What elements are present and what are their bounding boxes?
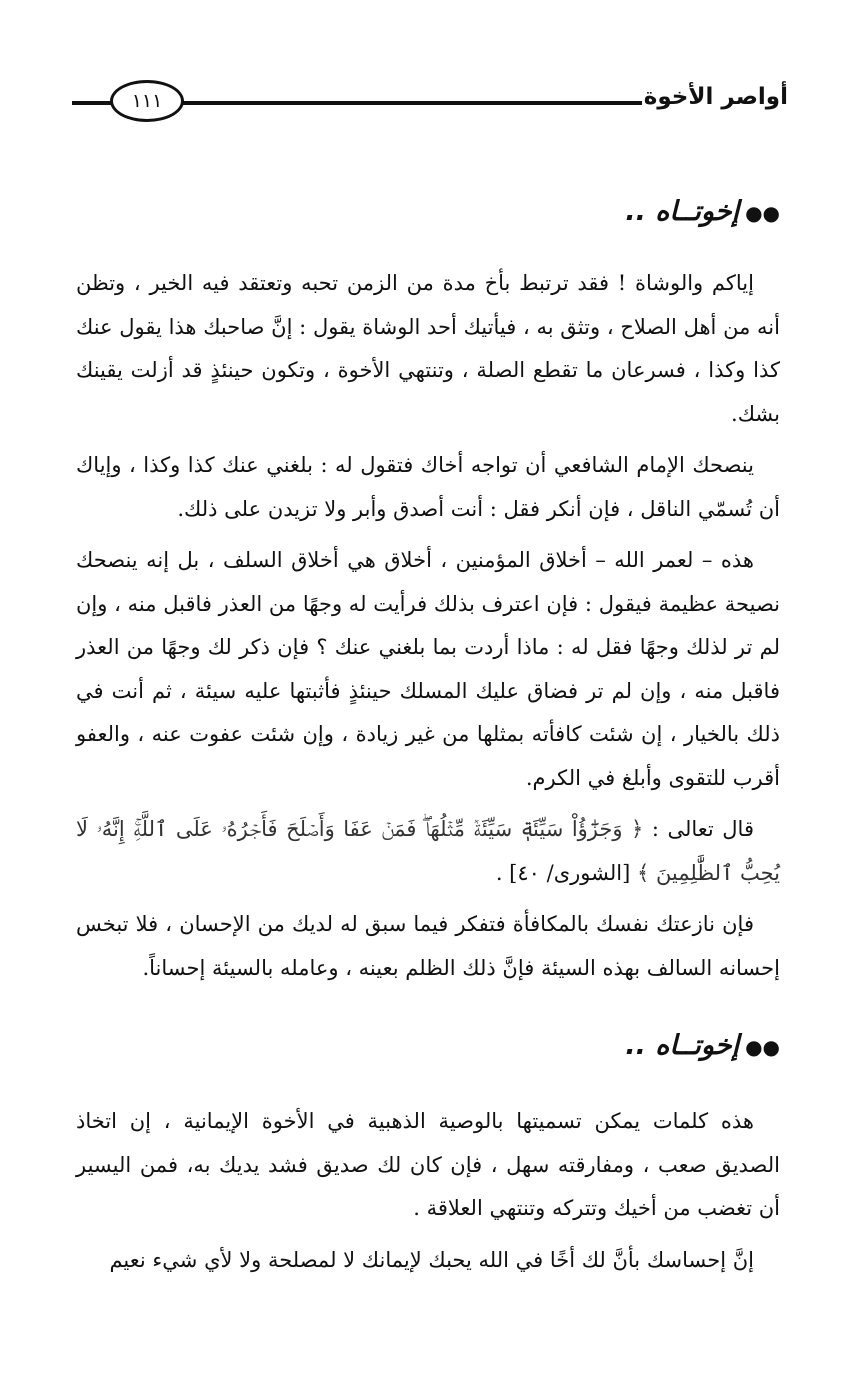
bullet-dots-icon: ●● [745,1035,780,1059]
page-body [76,188,780,1282]
bullet-dots-icon: ●● [745,201,780,225]
verse-reference: [الشورى/ ٤٠] . [495,860,631,885]
header-rule-end [72,101,112,105]
section-heading-1 [76,188,780,236]
paragraph: ينصحك الإمام الشافعي أن تواجه أخاك فتقول له : بلغني عنك كذا وكذا ، وإياك أن تُسمّي الناقل ، فإن أنكر فقل : أنت أصدق وأبر ولا تزيدن على ذلك. [76,453,780,521]
section-heading-2 [76,1022,780,1070]
section-heading-text: إخوتــاه .. [625,1030,740,1061]
header-rule [180,101,642,105]
book-title: أواصر الأخوة [643,84,788,110]
paragraph: إنَّ إحساسك بأنَّ لك أخًا في الله يحبك لإيمانك لا لمصلحة ولا لأي شيء نعيم [109,1247,754,1272]
section-heading-text: إخوتــاه .. [625,196,740,227]
page-number: ١١١ [110,80,184,122]
quran-verse: ﴿ وَجَزَٰٓؤُاْ سَيِّئَةٖ سَيِّئَةٞ مِّثۡلُهَاۖ فَمَنۡ عَفَا وَأَصۡلَحَ فَأَجۡرُهُۥ عَلَى ٱللَّهِۚ إِنَّهُۥ لَا يُحِبُّ ٱلظَّٰلِمِينَ ﴾ [76,817,780,885]
paragraph: إياكم والوشاة ! فقد ترتبط بأخ مدة من الزمن تحبه وتعتقد فيه الخير ، وتظن أنه من أهل الصلاح ، وتثق به ، فيأتيك أحد الوشاة يقول : إنَّ صاحبك هذا يقول عنك كذا وكذا ، فسرعان ما تقطع الصلة ، وتنتهي الأخوة ، وتكون حينئذٍ قد أزلت يقينك بشك. [76,271,780,426]
paragraph: هذه كلمات يمكن تسميتها بالوصية الذهبية في الأخوة الإيمانية ، إن اتخاذ الصديق صعب ، ومفارقته سهل ، فإن كان لك صديق فشد يديك به، فمن اليسير أن تغضب من أخيك وتتركه وتنتهي العلاقة . [76,1109,780,1220]
paragraph: فإن نازعتك نفسك بالمكافأة فتفكر فيما سبق له لديك من الإحسان ، فلا تبخس إحسانه السالف بهذه السيئة فإنَّ ذلك الظلم بعينه ، وعامله بالسيئة إحساناً. [76,912,780,980]
paragraph: هذه – لعمر الله – أخلاق المؤمنين ، أخلاق هي أخلاق السلف ، بل إنه ينصحك نصيحة عظيمة فيقول : فإن اعترف بذلك فرأيت له وجهًا من العذر فاقبل منه ، وإن لم تر لذلك وجهًا فقل له : ماذا أردت بما بلغني عنك ؟ فإن ذكر لك وجهًا من العذر فاقبل منه ، وإن لم تر فضاق عليك المسلك حينئذٍ فأثبتها عليه سيئة ، ثم أنت في ذلك بالخيار ، إن شئت كافأته بمثلها من غير زيادة ، وإن شئت عفوت عنه ، والعفو أقرب للتقوى وأبلغ في الكرم. [76,548,780,790]
page-header [0,78,856,128]
verse-intro: قال تعالى : [651,817,754,841]
verse-paragraph [76,808,780,895]
